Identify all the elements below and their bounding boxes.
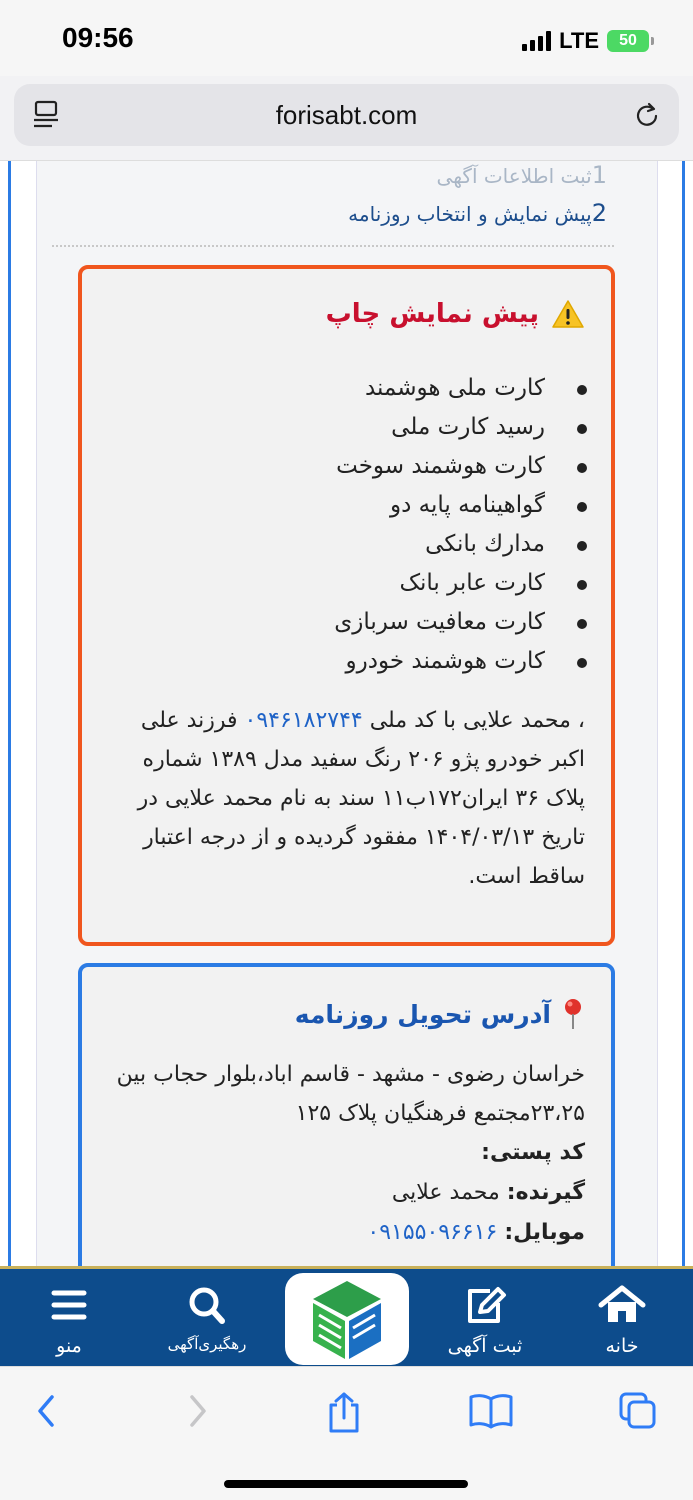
nav-track-ad-label: رهگیری‌آگهی [167, 1335, 247, 1353]
network-label: LTE [559, 28, 599, 53]
delivery-title: آدرس تحویل روزنامه [294, 999, 551, 1029]
share-icon[interactable] [324, 1391, 364, 1435]
delivery-address-box [78, 963, 615, 1266]
nav-home[interactable] [567, 1285, 677, 1357]
hamburger-icon [44, 1285, 94, 1325]
ad-text [122, 701, 585, 896]
postal-code-row [112, 1133, 585, 1173]
page-border-right [682, 161, 685, 1266]
status-bar [0, 0, 693, 76]
step-number: 1 [591, 161, 607, 189]
search-icon [182, 1285, 232, 1325]
battery-level: 50 [619, 32, 637, 49]
forward-icon[interactable] [180, 1391, 214, 1431]
step-label: پیش نمایش و انتخاب روزنامه [348, 202, 592, 226]
step-number: 2 [591, 199, 607, 227]
step-1[interactable] [348, 161, 607, 199]
tabs-icon[interactable] [618, 1391, 658, 1431]
step-indicator [348, 161, 607, 237]
step-2[interactable] [348, 199, 607, 237]
postal-code-label: کد پستی: [481, 1140, 585, 1165]
home-icon [597, 1285, 647, 1325]
divider [52, 245, 614, 247]
list-item: کارت معافیت سربازی [334, 603, 567, 642]
mobile-row [112, 1213, 585, 1253]
preview-title: پیش نمایش چاپ [325, 299, 539, 329]
page-border-left [8, 161, 11, 1266]
status-time: 09:56 [62, 22, 134, 53]
recipient-label: گیرنده: [506, 1180, 585, 1205]
nav-track-ad[interactable] [152, 1285, 262, 1353]
page-viewport[interactable] [0, 160, 693, 1266]
status-indicators [522, 28, 649, 54]
recipient-name: محمد علایی [391, 1180, 500, 1205]
map-pin-icon [561, 997, 585, 1031]
nav-menu[interactable] [14, 1285, 124, 1357]
mobile-link[interactable]: ۰۹۱۵۵۰۹۶۶۱۶ [367, 1220, 498, 1245]
delivery-heading [295, 997, 585, 1031]
list-item: رسید کارت ملی [334, 408, 567, 447]
document-list [334, 369, 567, 681]
recipient-row [112, 1173, 585, 1213]
mobile-label: موبایل: [504, 1220, 585, 1245]
nav-post-ad[interactable] [430, 1285, 540, 1357]
site-logo-button[interactable] [285, 1273, 409, 1365]
ad-text-prefix: ، محمد علایی با کد ملی [362, 708, 585, 733]
nav-home-label: خانه [605, 1335, 639, 1357]
reload-icon[interactable] [633, 100, 661, 130]
ad-text-suffix: فرزند علی اکبر خودرو پژو ۲۰۶ رنگ سفید مدل ۱۳۸۹ شماره پلاک ۳۶ ایران۱۷۲ب۱۱ سند به نام محمد علایی در تاریخ ۱۴۰۴/۰۳/۱۳ مفقود گردیده و از درجه اعتبار ساقط است. [137, 708, 585, 889]
home-indicator [224, 1480, 468, 1488]
step-label: ثبت اطلاعات آگهی [436, 164, 592, 188]
print-preview-box [78, 265, 615, 946]
delivery-details [112, 1055, 585, 1253]
signal-icon [522, 31, 551, 51]
nav-menu-label: منو [56, 1335, 82, 1357]
nav-post-ad-label: ثبت آگهی [447, 1335, 523, 1357]
edit-icon [460, 1285, 510, 1325]
list-item: کارت هوشمند سوخت [334, 447, 567, 486]
list-item: مدارك بانكی [334, 525, 567, 564]
preview-heading [326, 299, 585, 329]
back-icon[interactable] [30, 1391, 64, 1431]
warning-icon [551, 299, 585, 329]
bookmarks-icon[interactable] [468, 1391, 514, 1431]
address-bar[interactable] [14, 84, 679, 146]
list-item: کارت هوشمند خودرو [334, 642, 567, 681]
bottom-navigation [0, 1266, 693, 1366]
battery-icon [607, 30, 649, 52]
list-item: گواهینامه پایه دو [334, 486, 567, 525]
list-item: کارت عابر بانک [334, 564, 567, 603]
url-text[interactable]: forisabt.com [275, 100, 418, 130]
list-item: کارت ملی هوشمند [334, 369, 567, 408]
national-code-link[interactable]: ۰۹۴۶۱۸۲۷۴۴ [244, 708, 363, 733]
delivery-address: خراسان رضوی - مشهد - قاسم اباد،بلوار حجاب بین ۲۳،۲۵مجتمع فرهنگیان پلاک ۱۲۵ [116, 1062, 585, 1126]
cube-logo-icon [285, 1273, 409, 1365]
